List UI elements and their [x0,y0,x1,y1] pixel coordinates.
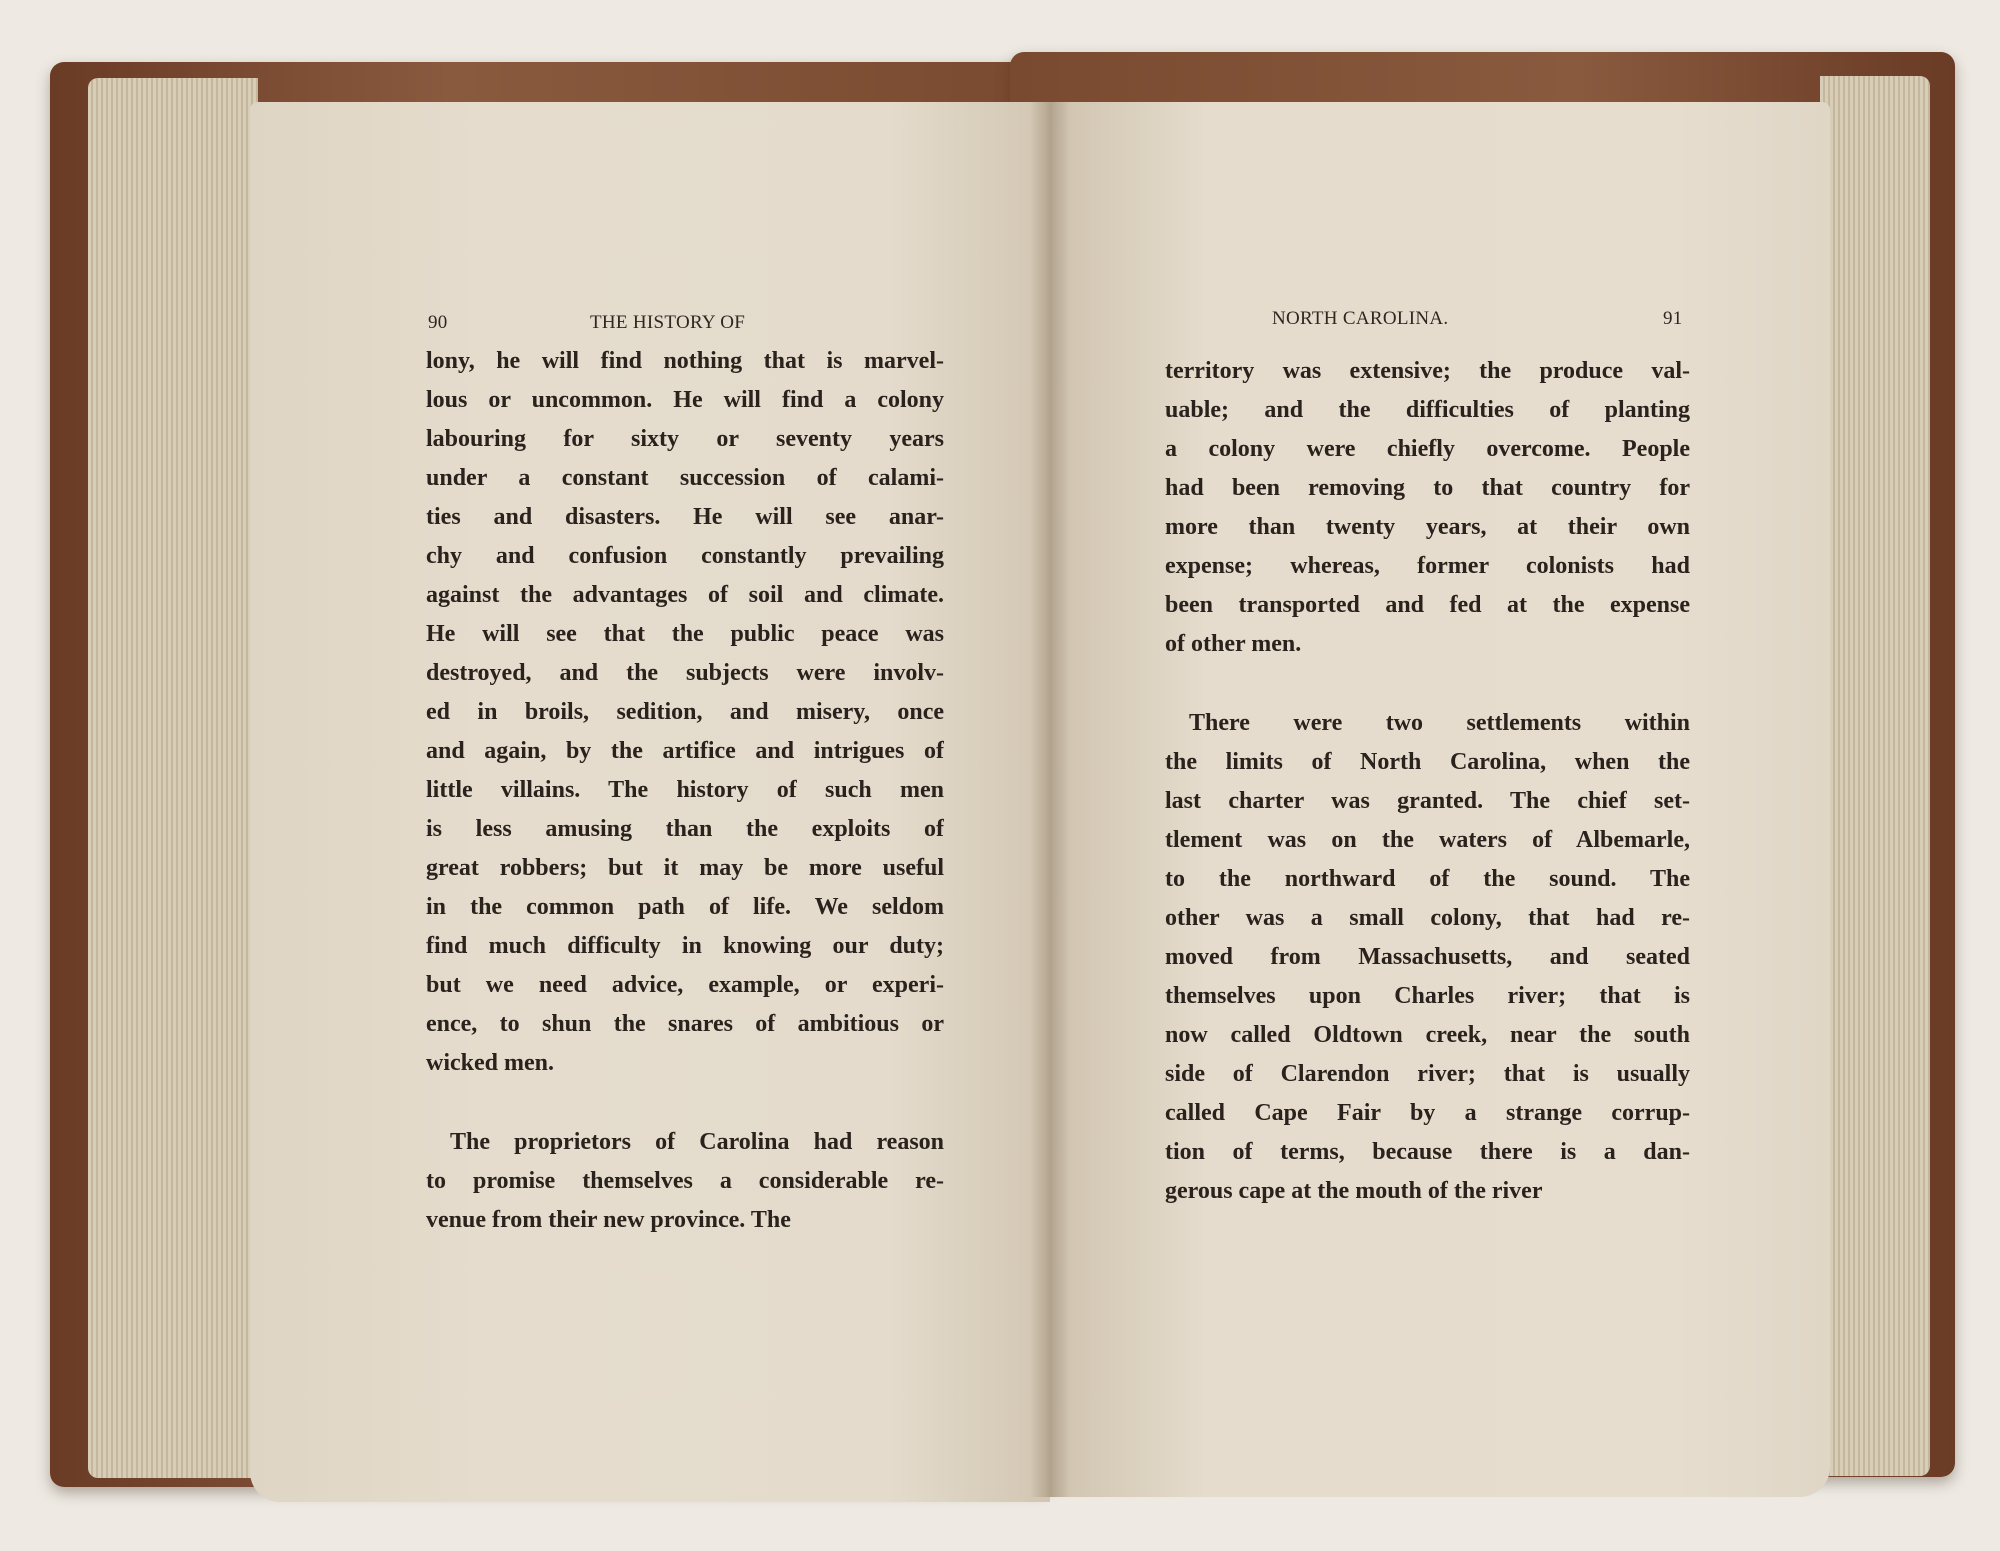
right-text-block [1165,352,1690,1211]
text-line: little villains. The history of such men [426,777,944,803]
text-line: to the northward of the sound. The [1165,866,1690,892]
text-line: more than twenty years, at their own [1165,514,1690,540]
paragraph [426,342,944,1083]
text-line: is less amusing than the exploits of [426,816,944,842]
text-line: in the common path of life. We seldom [426,894,944,920]
right-running-head: NORTH CAROLINA. [1272,308,1449,329]
text-line: tlement was on the waters of Albemarle, [1165,827,1690,853]
text-line: the limits of North Carolina, when the [1165,749,1690,775]
text-line: There were two settlements within [1189,710,1690,736]
text-line: lous or uncommon. He will find a colony [426,387,944,413]
text-line: wicked men. [426,1050,554,1076]
paragraph [1165,352,1690,664]
text-line: territory was extensive; the produce val- [1165,358,1690,384]
text-line: venue from their new province. The [426,1207,791,1233]
text-line: great robbers; but it may be more useful [426,855,944,881]
text-line: lony, he will find nothing that is marvel- [426,348,944,374]
page-edges-left [88,78,258,1478]
open-book [50,52,1955,1497]
text-line: chy and confusion constantly prevailing [426,543,944,569]
paragraph-gap [1165,664,1690,704]
text-line: tion of terms, because there is a dan- [1165,1139,1690,1165]
text-line: He will see that the public peace was [426,621,944,647]
text-line: other was a small colony, that had re- [1165,905,1690,931]
text-line: had been removing to that country for [1165,475,1690,501]
text-line: labouring for sixty or seventy years [426,426,944,452]
text-line: against the advantages of soil and climate. [426,582,944,608]
text-line: side of Clarendon river; that is usually [1165,1061,1690,1087]
right-page-number: 91 [1663,308,1683,329]
text-line: ed in broils, sedition, and misery, once [426,699,944,725]
text-line: to promise themselves a considerable re- [426,1168,944,1194]
text-line: The proprietors of Carolina had reason [450,1129,944,1155]
paragraph-gap [426,1083,944,1123]
right-page [1050,102,1830,1497]
left-text-block [426,342,944,1240]
text-line: ties and disasters. He will see anar- [426,504,944,530]
text-line: expense; whereas, former colonists had [1165,553,1690,579]
text-line: a colony were chiefly overcome. People [1165,436,1690,462]
text-line: ence, to shun the snares of ambitious or [426,1011,944,1037]
page-edges-right [1820,76,1930,1476]
text-line: and again, by the artifice and intrigues of [426,738,944,764]
text-line: uable; and the difficulties of planting [1165,397,1690,423]
text-line: of other men. [1165,631,1302,657]
left-page [250,102,1050,1502]
text-line: destroyed, and the subjects were involv- [426,660,944,686]
text-line: now called Oldtown creek, near the south [1165,1022,1690,1048]
text-line: but we need advice, example, or experi- [426,972,944,998]
text-line: find much difficulty in knowing our duty; [426,933,944,959]
paragraph [426,1123,944,1240]
text-line: moved from Massachusetts, and seated [1165,944,1690,970]
left-page-number: 90 [428,312,448,333]
text-line: themselves upon Charles river; that is [1165,983,1690,1009]
paragraph [1165,704,1690,1211]
book-gutter [1030,102,1070,1497]
text-line: gerous cape at the mouth of the river [1165,1178,1543,1204]
text-line: under a constant succession of calami- [426,465,944,491]
text-line: called Cape Fair by a strange corrup- [1165,1100,1690,1126]
text-line: last charter was granted. The chief set- [1165,788,1690,814]
left-running-head: THE HISTORY OF [590,312,746,333]
text-line: been transported and fed at the expense [1165,592,1690,618]
